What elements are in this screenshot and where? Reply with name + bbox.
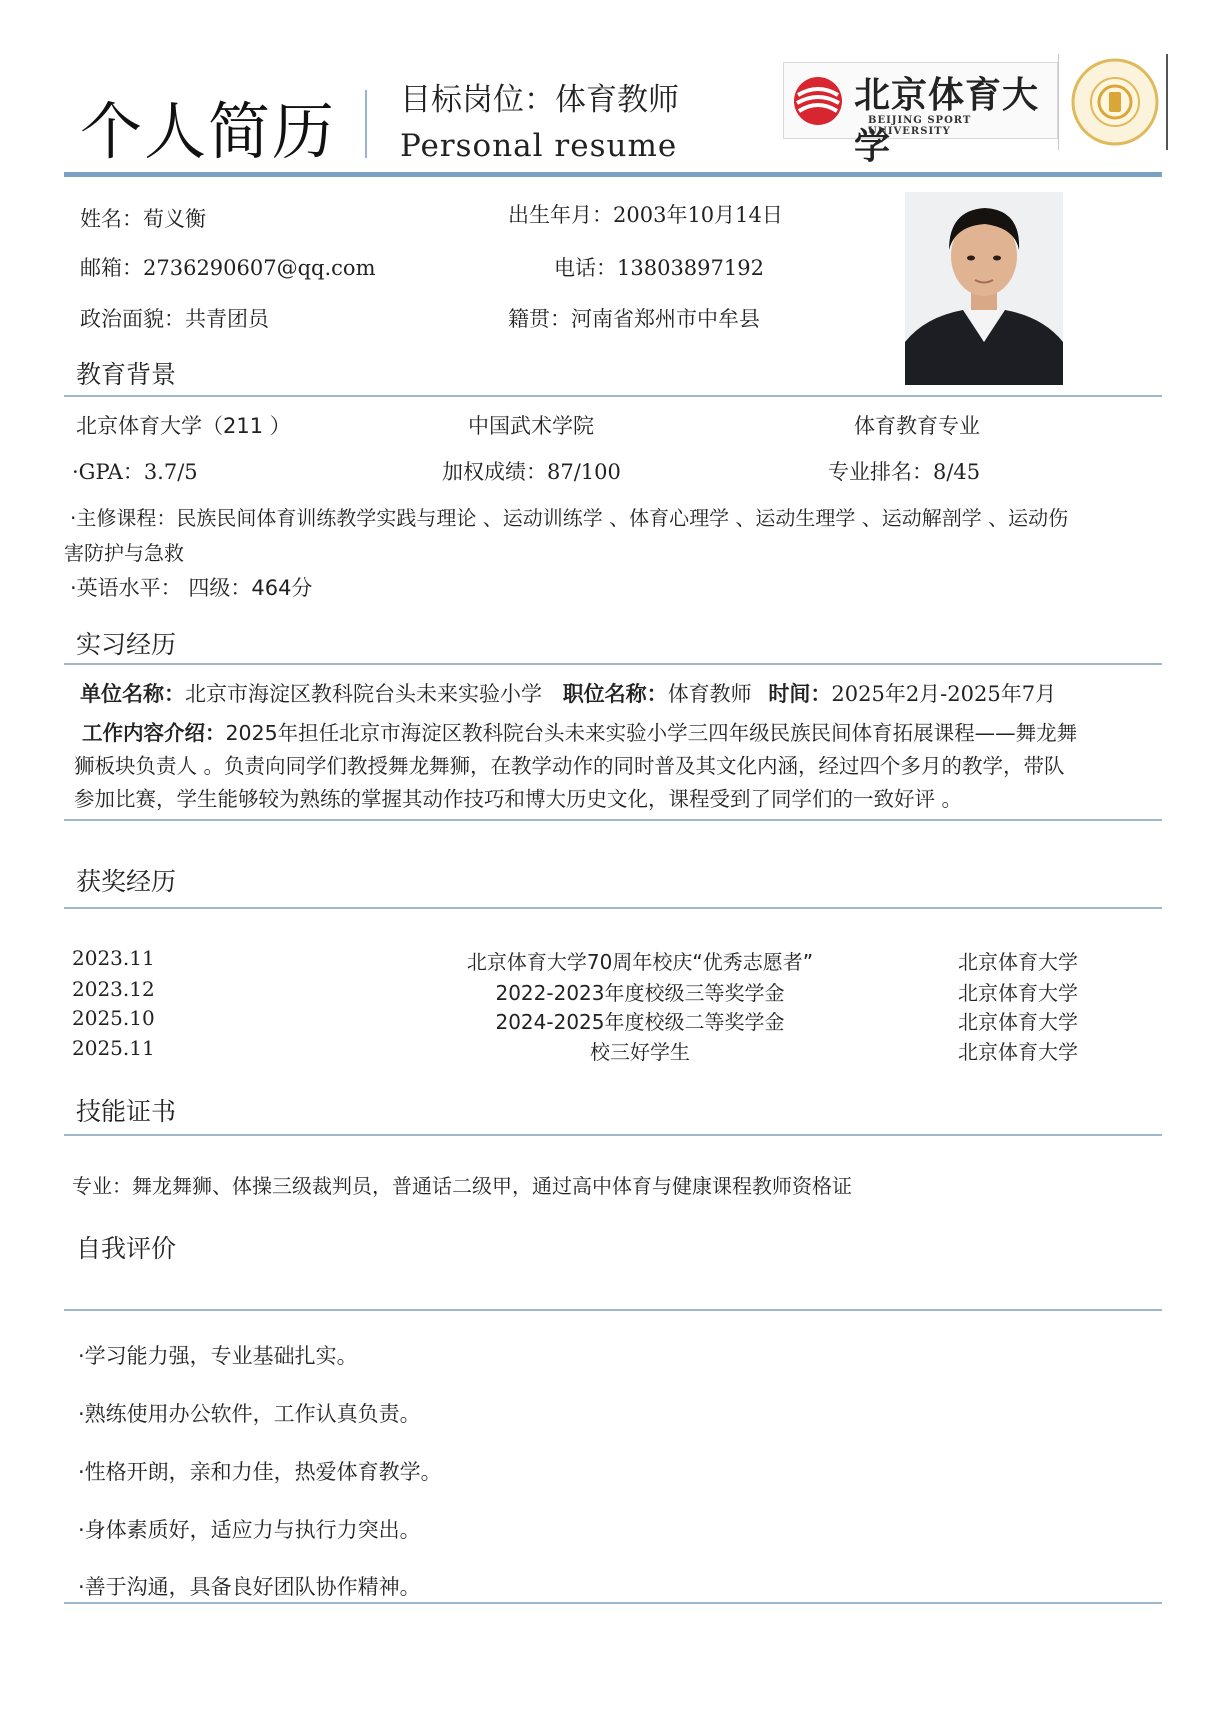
award-org: 北京体育大学	[958, 1040, 1078, 1064]
university-emblem-icon	[792, 75, 844, 127]
name-field: 姓名：荀义衡	[80, 207, 206, 231]
internship-bottom-rule	[64, 819, 1162, 821]
internship-content-line3: 参加比赛，学生能够较为熟练的掌握其动作技巧和博大历史文化，课程受到了同学们的一致好评 。	[74, 787, 963, 811]
certificates-text: 专业：舞龙舞狮、体操三级裁判员，普通话二级甲，通过高中体育与健康课程教师资格证	[72, 1174, 852, 1198]
award-name: 2024-2025年度校级二等奖学金	[495, 1010, 785, 1034]
title-divider	[365, 90, 367, 158]
internship-summary-line	[80, 678, 1056, 708]
awards-heading: 获奖经历	[76, 867, 177, 896]
internship-content-line1	[82, 717, 1152, 750]
awards-rule	[64, 907, 1162, 909]
time-label: 时间：	[768, 682, 832, 706]
internship-unit: 北京市海淀区教科院台头未来实验小学	[185, 682, 542, 706]
internship-time: 2025年2月-2025年7月	[831, 682, 1057, 706]
internship-content-text1: 2025年担任北京市海淀区教科院台头未来实验小学三四年级民族民间体育拓展课程——舞龙舞	[225, 721, 1078, 745]
self-eval-item: ·身体素质好，适应力与执行力突出。	[78, 1518, 421, 1542]
birth-field: 出生年月：2003年10月14日	[508, 203, 783, 227]
unit-label: 单位名称：	[80, 682, 185, 706]
award-date: 2023.12	[72, 977, 155, 1001]
wushu-school-seal-icon	[1066, 56, 1164, 148]
education-courses-line1: ·主修课程：民族民间体育训练教学实践与理论 、运动训练学 、体育心理学 、运动生理学 、运动解剖学 、运动伤	[70, 506, 1069, 530]
resume-title: 个人简历	[80, 95, 337, 168]
internship-content-line2: 狮板块负责人 。负责向同学们教授舞龙舞狮，在教学动作的同时普及其文化内涵，经过四个多月的教学，带队	[74, 754, 1065, 778]
education-weighted-score: 加权成绩：87/100	[442, 460, 621, 484]
education-rank: 专业排名：8/45	[828, 460, 981, 484]
self-eval-item: ·善于沟通，具备良好团队协作精神。	[78, 1575, 421, 1599]
logo-english-name: BEIJING SPORT UNIVERSITY	[868, 115, 972, 137]
header-accent-bar	[64, 172, 1162, 177]
logo-chinese-name: 北京体育大学	[854, 74, 1040, 167]
award-org: 北京体育大学	[958, 981, 1078, 1005]
content-label: 工作内容介绍：	[82, 721, 226, 745]
self-eval-item: ·熟练使用办公软件，工作认真负责。	[78, 1402, 421, 1426]
award-name: 2022-2023年度校级三等奖学金	[495, 981, 785, 1005]
self-eval-item: ·学习能力强，专业基础扎实。	[78, 1344, 358, 1368]
education-english-level: ·英语水平： 四级：464分	[70, 576, 313, 600]
internship-position: 体育教师	[667, 682, 752, 706]
email-field: 邮箱：2736290607@qq.com	[80, 256, 376, 280]
award-name: 北京体育大学70周年校庆“优秀志愿者”	[466, 950, 814, 974]
self-eval-rule	[64, 1309, 1162, 1311]
resume-subtitle-en: Personal resume	[400, 128, 678, 164]
header-right-edge	[1166, 54, 1168, 150]
profile-photo	[905, 192, 1063, 385]
education-courses-line2: 害防护与急救	[64, 541, 184, 565]
internship-heading: 实习经历	[76, 630, 177, 659]
education-heading: 教育背景	[76, 360, 177, 389]
award-date: 2025.11	[72, 1036, 155, 1060]
award-date: 2025.10	[72, 1006, 155, 1030]
education-college: 中国武术学院	[468, 414, 594, 438]
certificates-rule	[64, 1134, 1162, 1136]
phone-field: 电话：13803897192	[554, 256, 764, 280]
education-gpa: ·GPA：3.7/5	[72, 460, 198, 484]
hometown-field: 籍贯：河南省郑州市中牟县	[508, 307, 760, 331]
self-eval-bottom-rule	[64, 1602, 1162, 1604]
certificates-heading: 技能证书	[76, 1097, 177, 1126]
self-eval-heading: 自我评价	[76, 1234, 177, 1263]
university-logo	[783, 62, 1058, 167]
education-rule	[64, 395, 1162, 397]
target-position: 目标岗位：体育教师	[400, 82, 679, 118]
self-eval-item: ·性格开朗，亲和力佳，热爱体育教学。	[78, 1460, 442, 1484]
education-school: 北京体育大学（211 ）	[76, 414, 291, 438]
education-major: 体育教育专业	[854, 414, 980, 438]
award-name: 校三好学生	[590, 1040, 690, 1064]
position-label: 职位名称：	[562, 682, 668, 706]
award-date: 2023.11	[72, 946, 155, 970]
award-org: 北京体育大学	[958, 1010, 1078, 1034]
award-org: 北京体育大学	[958, 950, 1078, 974]
seal-divider	[1058, 54, 1059, 150]
political-status-field: 政治面貌：共青团员	[80, 307, 269, 331]
internship-rule	[64, 663, 1162, 665]
